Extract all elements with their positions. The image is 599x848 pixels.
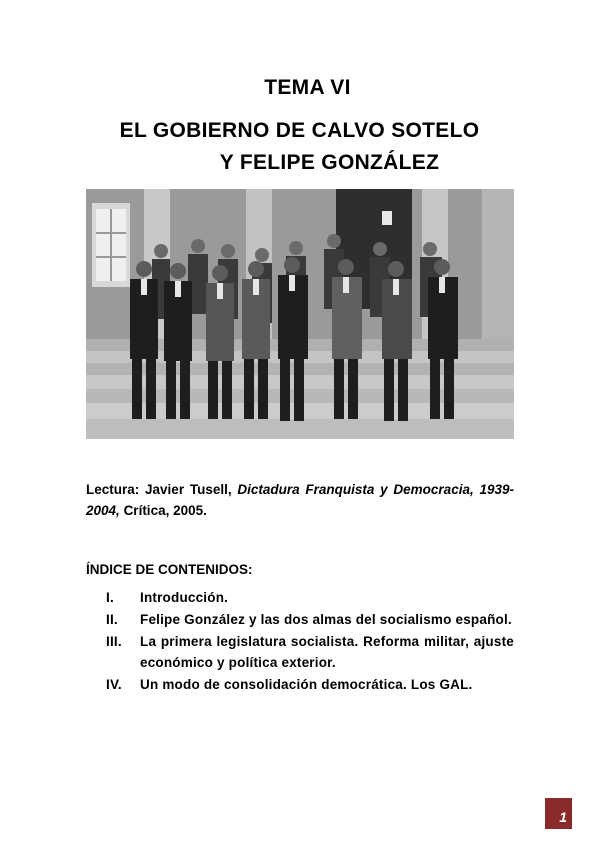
- toc-item-number: IV.: [106, 677, 122, 692]
- toc-item-text: La primera legislatura socialista. Reforma militar, ajuste económico y política exterior.: [140, 634, 514, 670]
- toc-item-text: Un modo de consolidación democrática. Los GAL.: [140, 677, 473, 692]
- toc-item: [86, 674, 514, 695]
- reading-label: Lectura:: [86, 482, 140, 497]
- table-of-contents: [86, 587, 514, 696]
- document-title: TEMA VI: [264, 76, 351, 99]
- page-number-underline: [545, 827, 572, 829]
- toc-item: [86, 631, 514, 673]
- reading-author: Javier Tusell,: [145, 482, 232, 497]
- group-photo-image: [86, 189, 514, 439]
- page-number-box: [545, 798, 572, 827]
- toc-item: [86, 587, 514, 608]
- reading-publisher: Crítica, 2005.: [123, 503, 207, 518]
- toc-item: [86, 609, 514, 630]
- document-subtitle-line2: Y FELIPE GONZÁLEZ: [219, 151, 440, 174]
- toc-item-text: Felipe González y las dos almas del socialismo español.: [140, 612, 512, 627]
- toc-item-number: III.: [106, 634, 122, 649]
- toc-item-number: II.: [106, 612, 118, 627]
- page-number: 1: [559, 809, 567, 825]
- toc-item-number: I.: [106, 590, 114, 605]
- toc-item-text: Introducción.: [140, 590, 229, 605]
- reading-reference: [86, 479, 514, 521]
- reading-book-title: Dictadura Franquista y Democracia, 1939-2004,: [86, 482, 514, 518]
- index-heading: ÍNDICE DE CONTENIDOS:: [86, 562, 253, 577]
- document-subtitle-line1: EL GOBIERNO DE CALVO SOTELO: [119, 119, 480, 142]
